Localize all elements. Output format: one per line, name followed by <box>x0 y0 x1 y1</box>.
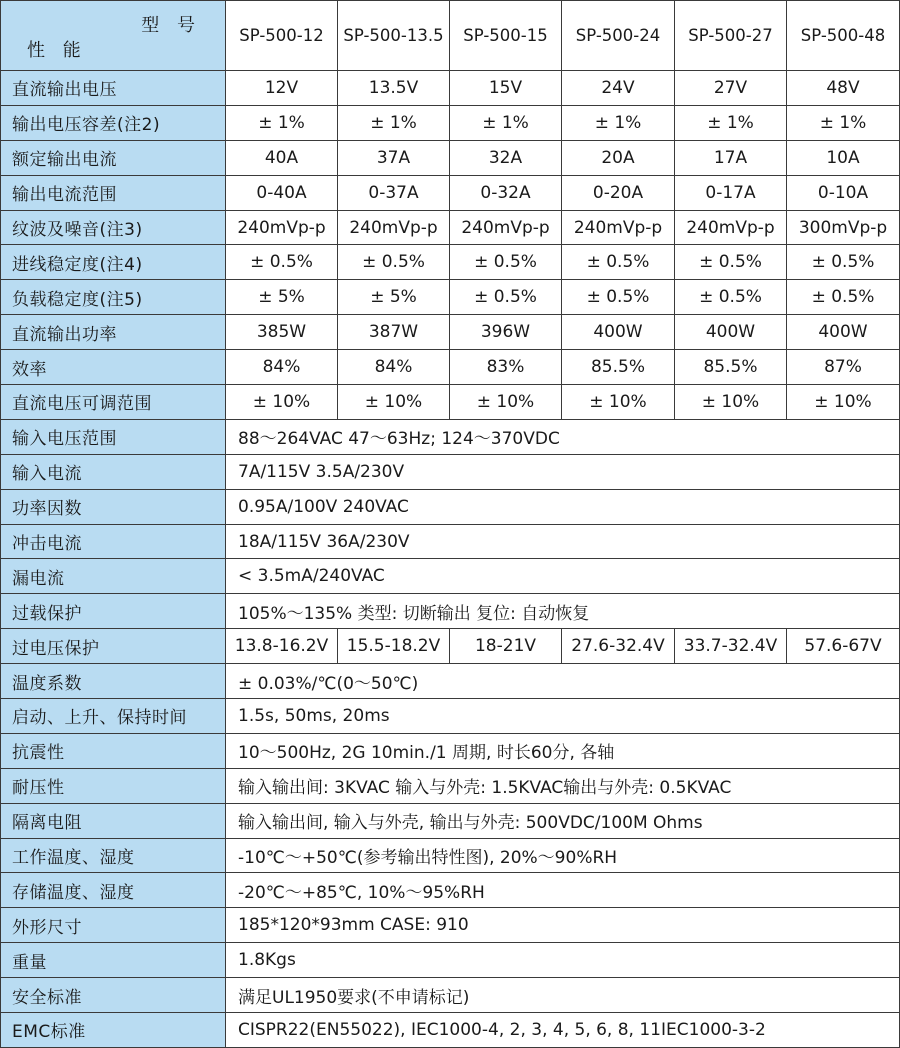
model-header: SP-500-48 <box>787 1 900 71</box>
table-row <box>1 210 900 245</box>
spec-label: 过电压保护 <box>1 629 226 664</box>
table-row <box>1 664 900 699</box>
spec-label: 耐压性 <box>1 768 226 803</box>
spec-value: 37A <box>338 140 450 175</box>
spec-value: ± 0.5% <box>675 280 787 315</box>
spec-label: 外形尺寸 <box>1 908 226 943</box>
spec-value: 87% <box>787 350 900 385</box>
spec-label: 直流输出电压 <box>1 71 226 106</box>
spec-value: 40A <box>226 140 338 175</box>
spec-value: 84% <box>226 350 338 385</box>
spec-label: 重量 <box>1 943 226 978</box>
spec-value: 18-21V <box>450 629 562 664</box>
table-row <box>1 454 900 489</box>
model-header: SP-500-27 <box>675 1 787 71</box>
spec-value: ± 0.5% <box>226 245 338 280</box>
table-row <box>1 140 900 175</box>
table-row <box>1 803 900 838</box>
table-row <box>1 838 900 873</box>
spec-value: -20℃～+85℃, 10%～95%RH <box>226 873 900 908</box>
spec-value: 185*120*93mm CASE: 910 <box>226 908 900 943</box>
spec-value: ± 10% <box>338 385 450 420</box>
spec-value: 240mVp-p <box>450 210 562 245</box>
spec-label: 温度系数 <box>1 664 226 699</box>
header-row <box>1 1 900 71</box>
table-row <box>1 733 900 768</box>
spec-value: 0-20A <box>562 175 675 210</box>
table-row <box>1 629 900 664</box>
spec-value: 输入输出间: 3KVAC 输入与外壳: 1.5KVAC输出与外壳: 0.5KVAC <box>226 768 900 803</box>
model-header: SP-500-12 <box>226 1 338 71</box>
spec-label: 输出电压容差(注2) <box>1 105 226 140</box>
spec-label: 纹波及噪音(注3) <box>1 210 226 245</box>
spec-label: 额定输出电流 <box>1 140 226 175</box>
spec-value: 13.5V <box>338 71 450 106</box>
header-corner-cell <box>1 1 226 71</box>
spec-value: 输入输出间, 输入与外壳, 输出与外壳: 500VDC/100M Ohms <box>226 803 900 838</box>
spec-value: 396W <box>450 315 562 350</box>
spec-value: ± 0.5% <box>675 245 787 280</box>
spec-value: 240mVp-p <box>675 210 787 245</box>
spec-label: 抗震性 <box>1 733 226 768</box>
spec-label: 功率因数 <box>1 489 226 524</box>
spec-value: 10～500Hz, 2G 10min./1 周期, 时长60分, 各轴 <box>226 733 900 768</box>
spec-value: 10A <box>787 140 900 175</box>
table-row <box>1 105 900 140</box>
table-row <box>1 978 900 1013</box>
spec-label: 输出电流范围 <box>1 175 226 210</box>
spec-value: CISPR22(EN55022), IEC1000-4, 2, 3, 4, 5, 6, 8, 11IEC1000-3-2 <box>226 1013 900 1048</box>
spec-label: 直流输出功率 <box>1 315 226 350</box>
spec-value: 15.5-18.2V <box>338 629 450 664</box>
spec-label: EMC标准 <box>1 1013 226 1048</box>
spec-value: ± 10% <box>675 385 787 420</box>
table-row <box>1 315 900 350</box>
model-header: SP-500-13.5 <box>338 1 450 71</box>
spec-label: 安全标准 <box>1 978 226 1013</box>
spec-value: ± 1% <box>675 105 787 140</box>
spec-value: 0.95A/100V 240VAC <box>226 489 900 524</box>
table-row <box>1 71 900 106</box>
spec-value: 240mVp-p <box>562 210 675 245</box>
spec-value: ± 10% <box>226 385 338 420</box>
spec-value: 0-17A <box>675 175 787 210</box>
table-row <box>1 699 900 734</box>
model-label: 型 号 <box>141 15 201 36</box>
spec-value: 387W <box>338 315 450 350</box>
table-row <box>1 908 900 943</box>
spec-value: 32A <box>450 140 562 175</box>
table-row <box>1 489 900 524</box>
spec-value: -10℃～+50℃(参考输出特性图), 20%～90%RH <box>226 838 900 873</box>
table-row <box>1 280 900 315</box>
spec-value: ± 0.03%/℃(0～50℃) <box>226 664 900 699</box>
spec-value: 240mVp-p <box>226 210 338 245</box>
spec-value: 105%～135% 类型: 切断输出 复位: 自动恢复 <box>226 594 900 629</box>
spec-value: 0-10A <box>787 175 900 210</box>
spec-value: 18A/115V 36A/230V <box>226 524 900 559</box>
spec-value: 27.6-32.4V <box>562 629 675 664</box>
table-row <box>1 943 900 978</box>
spec-value: 400W <box>675 315 787 350</box>
spec-value: 0-32A <box>450 175 562 210</box>
spec-value: 300mVp-p <box>787 210 900 245</box>
spec-value: ± 10% <box>450 385 562 420</box>
spec-value: ± 5% <box>226 280 338 315</box>
spec-value: ± 0.5% <box>562 245 675 280</box>
spec-label: 漏电流 <box>1 559 226 594</box>
spec-value: 7A/115V 3.5A/230V <box>226 454 900 489</box>
spec-value: 84% <box>338 350 450 385</box>
table-row <box>1 350 900 385</box>
spec-value: 85.5% <box>562 350 675 385</box>
spec-value: 13.8-16.2V <box>226 629 338 664</box>
spec-value: ± 0.5% <box>450 245 562 280</box>
spec-value: 240mVp-p <box>338 210 450 245</box>
spec-value: ± 1% <box>338 105 450 140</box>
spec-value: 0-37A <box>338 175 450 210</box>
spec-value: ± 10% <box>787 385 900 420</box>
spec-label: 负载稳定度(注5) <box>1 280 226 315</box>
spec-label: 输入电流 <box>1 454 226 489</box>
spec-label: 过载保护 <box>1 594 226 629</box>
spec-value: ± 0.5% <box>562 280 675 315</box>
spec-value: 15V <box>450 71 562 106</box>
spec-value: ± 5% <box>338 280 450 315</box>
spec-value: 20A <box>562 140 675 175</box>
model-header: SP-500-15 <box>450 1 562 71</box>
spec-value: 385W <box>226 315 338 350</box>
spec-value: 85.5% <box>675 350 787 385</box>
spec-value: ± 0.5% <box>787 280 900 315</box>
spec-value: 0-40A <box>226 175 338 210</box>
spec-label: 启动、上升、保持时间 <box>1 699 226 734</box>
spec-value: ± 1% <box>226 105 338 140</box>
spec-value: 57.6-67V <box>787 629 900 664</box>
spec-value: 400W <box>787 315 900 350</box>
spec-label: 工作温度、湿度 <box>1 838 226 873</box>
table-row <box>1 559 900 594</box>
spec-value: 88～264VAC 47～63Hz; 124～370VDC <box>226 419 900 454</box>
spec-value: ± 1% <box>562 105 675 140</box>
spec-value: 12V <box>226 71 338 106</box>
spec-value: ± 0.5% <box>787 245 900 280</box>
spec-value: 1.5s, 50ms, 20ms <box>226 699 900 734</box>
spec-value: ± 1% <box>787 105 900 140</box>
spec-value: ± 0.5% <box>338 245 450 280</box>
spec-label: 输入电压范围 <box>1 419 226 454</box>
table-row <box>1 385 900 420</box>
spec-value: 1.8Kgs <box>226 943 900 978</box>
spec-label: 存储温度、湿度 <box>1 873 226 908</box>
spec-label: 进线稳定度(注4) <box>1 245 226 280</box>
spec-value: 24V <box>562 71 675 106</box>
table-row <box>1 1013 900 1048</box>
spec-label: 隔离电阻 <box>1 803 226 838</box>
spec-value: 83% <box>450 350 562 385</box>
table-row <box>1 175 900 210</box>
spec-value: < 3.5mA/240VAC <box>226 559 900 594</box>
spec-label: 直流电压可调范围 <box>1 385 226 420</box>
model-header: SP-500-24 <box>562 1 675 71</box>
spec-value: 满足UL1950要求(不申请标记) <box>226 978 900 1013</box>
spec-value: 33.7-32.4V <box>675 629 787 664</box>
spec-value: ± 10% <box>562 385 675 420</box>
spec-label: 冲击电流 <box>1 524 226 559</box>
spec-value: 400W <box>562 315 675 350</box>
table-row <box>1 768 900 803</box>
table-row <box>1 419 900 454</box>
spec-value: ± 0.5% <box>450 280 562 315</box>
table-row <box>1 524 900 559</box>
spec-value: 48V <box>787 71 900 106</box>
table-row <box>1 245 900 280</box>
table-row <box>1 594 900 629</box>
spec-label: 效率 <box>1 350 226 385</box>
spec-value: 27V <box>675 71 787 106</box>
table-row <box>1 873 900 908</box>
performance-label: 性 能 <box>27 40 87 61</box>
spec-value: 17A <box>675 140 787 175</box>
spec-value: ± 1% <box>450 105 562 140</box>
